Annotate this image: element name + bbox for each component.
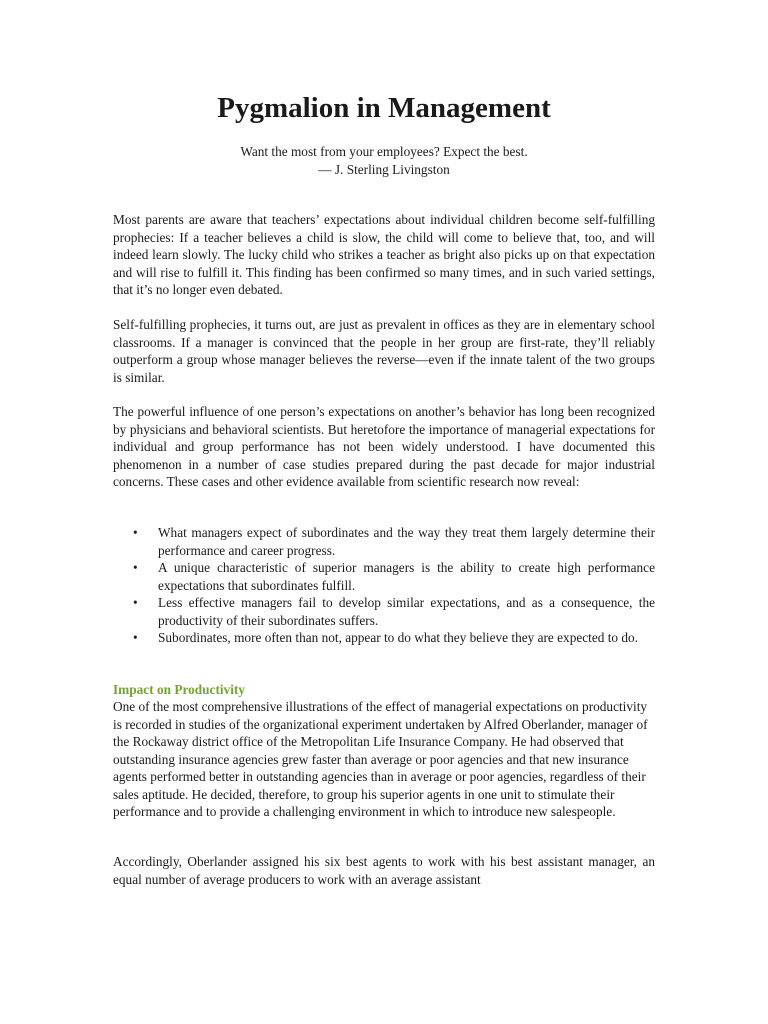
section-paragraph-2: Accordingly, Oberlander assigned his six best agents to work with his best assistant manager, an equal number of average producers to work with an average assistant <box>113 854 655 887</box>
list-item <box>113 559 655 594</box>
section-heading: Impact on Productivity <box>113 682 245 697</box>
epigraph <box>113 143 655 178</box>
list-item-text: Less effective managers fail to develop similar expectations, and as a consequence, the productivity of their subordinates suffers. <box>158 595 655 628</box>
bullet-icon: • <box>133 560 138 575</box>
findings-list <box>113 524 655 647</box>
paragraph-2: Self-fulfilling prophecies, it turns out, are just as prevalent in offices as they are in elementary school classrooms. If a manager is convinced that the people in her group are first-rate, they’ll reliably outperform a group whose manager believes the reverse—even if the innate talent of the two groups is similar. <box>113 317 655 385</box>
list-item-text: Subordinates, more often than not, appear to do what they believe they are expected to do. <box>158 630 639 645</box>
paragraph-1: Most parents are aware that teachers’ expectations about individual children become self-fulfilling prophecies: If a teacher believes a child is slow, the child will come to believe that, too, and will indeed learn slowly. The lucky child who strikes a teacher as bright also picks up on that expectation and will rise to fulfill it. This finding has been confirmed so many times, and in such varied settings, that it’s no longer even debated. <box>113 212 655 297</box>
list-item-text: A unique characteristic of superior managers is the ability to create high performance expectations that subordinates fulfill. <box>158 560 655 593</box>
bullet-icon: • <box>133 630 138 645</box>
epigraph-quote: Want the most from your employees? Expect the best. <box>240 144 528 159</box>
list-item <box>113 594 655 629</box>
paragraph-3: The powerful influence of one person’s expectations on another’s behavior has long been recognized by physicians and behavioral scientists. But heretofore the importance of managerial expectations for individual and group performance has not been widely understood. I have documented this phenomenon in a number of case studies prepared during the past decade for major industrial concerns. These cases and other evidence available from scientific research now reveal: <box>113 404 655 489</box>
list-item <box>113 524 655 559</box>
list-item <box>113 629 655 647</box>
epigraph-attribution: — J. Sterling Livingston <box>318 161 450 177</box>
bullet-icon: • <box>133 595 138 610</box>
document-title: Pygmalion in Management <box>217 92 551 124</box>
list-item-text: What managers expect of subordinates and the way they treat them largely determine their performance and career progress. <box>158 525 655 558</box>
bullet-icon: • <box>133 525 138 540</box>
section-paragraph-1: One of the most comprehensive illustrations of the effect of managerial expectations on productivity is recorded in studies of the organizational experiment undertaken by Alfred Oberlander, manager of the Rockaway district office of the Metropolitan Life Insurance Company. He had observed that outstanding insurance agencies grew faster than average or poor agencies and that new insurance agents performed better in outstanding agencies than in average or poor agencies, regardless of their sales aptitude. He decided, therefore, to group his superior agents in one unit to stimulate their performance and to provide a challenging environment in which to introduce new salespeople. <box>113 699 648 819</box>
